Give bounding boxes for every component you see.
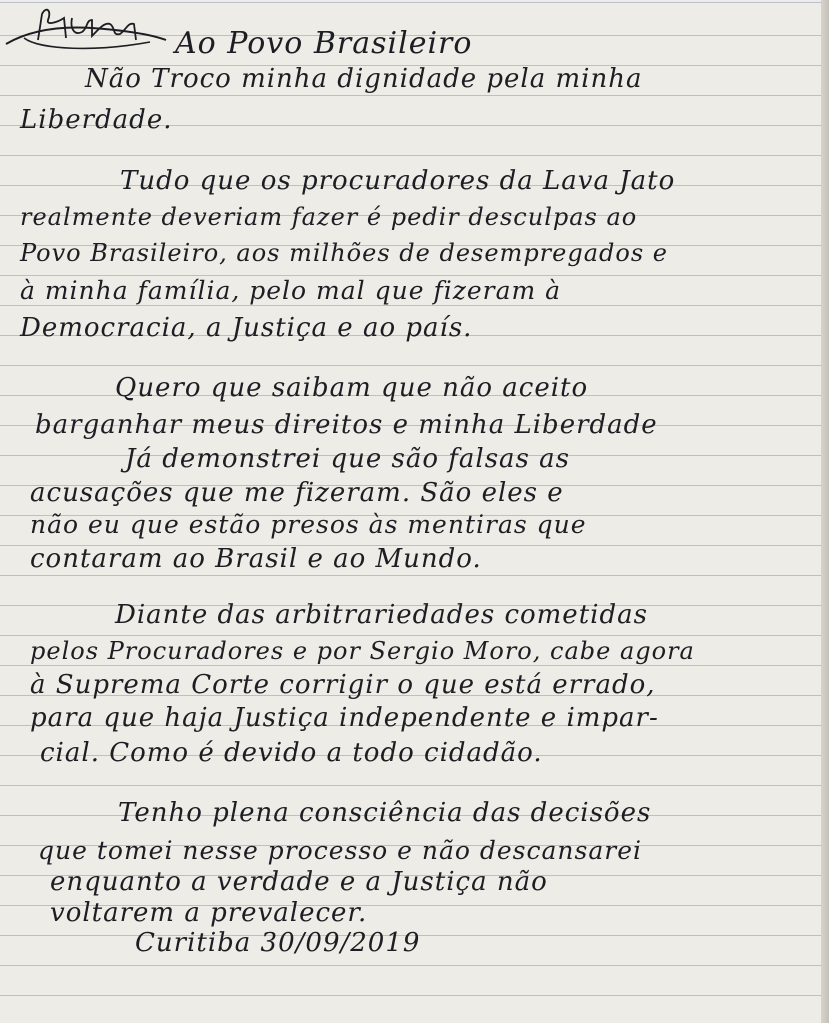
- letter-line: não eu que estão presos às mentiras que: [30, 510, 587, 539]
- letter-line: pelos Procuradores e por Sergio Moro, cabe agora: [30, 637, 695, 665]
- letter-line: contaram ao Brasil e ao Mundo.: [30, 544, 482, 574]
- letter-line: para que haja Justiça independente e impar-: [30, 703, 659, 733]
- letter-line: barganhar meus direitos e minha Liberdade: [35, 410, 658, 440]
- signature-scribble: [0, 0, 170, 56]
- letter-title: Ao Povo Brasileiro: [175, 26, 473, 61]
- letter-line: Tenho plena consciência das decisões: [118, 798, 652, 828]
- letter-line: Diante das arbitrariedades cometidas: [115, 600, 648, 630]
- letter-line: Democracia, a Justiça e ao país.: [20, 313, 473, 343]
- letter-line: realmente deveriam fazer é pedir desculpas ao: [20, 203, 638, 231]
- letter-line: Povo Brasileiro, aos milhões de desempregados e: [20, 239, 668, 267]
- letter-line: que tomei nesse processo e não descansarei: [38, 836, 642, 865]
- letter-line: Tudo que os procuradores da Lava Jato: [120, 166, 676, 196]
- letter-line: à minha família, pelo mal que fizeram à: [20, 276, 562, 305]
- letter-line: Não Troco minha dignidade pela minha: [85, 64, 643, 94]
- letter-line: Já demonstrei que são falsas as: [125, 444, 570, 474]
- letter-line: Liberdade.: [20, 105, 173, 135]
- letter-line: acusações que me fizeram. São eles e: [30, 478, 564, 508]
- letter-line: cial. Como é devido a todo cidadão.: [40, 738, 543, 768]
- letter-line: à Suprema Corte corrigir o que está errado,: [30, 670, 656, 700]
- letter-line: Quero que saibam que não aceito: [115, 373, 589, 403]
- date-line: Curitiba 30/09/2019: [135, 928, 421, 958]
- letter-line: enquanto a verdade e a Justiça não: [50, 867, 548, 897]
- letter-line: voltarem a prevalecer.: [50, 898, 368, 928]
- paper-edge: [821, 0, 829, 1023]
